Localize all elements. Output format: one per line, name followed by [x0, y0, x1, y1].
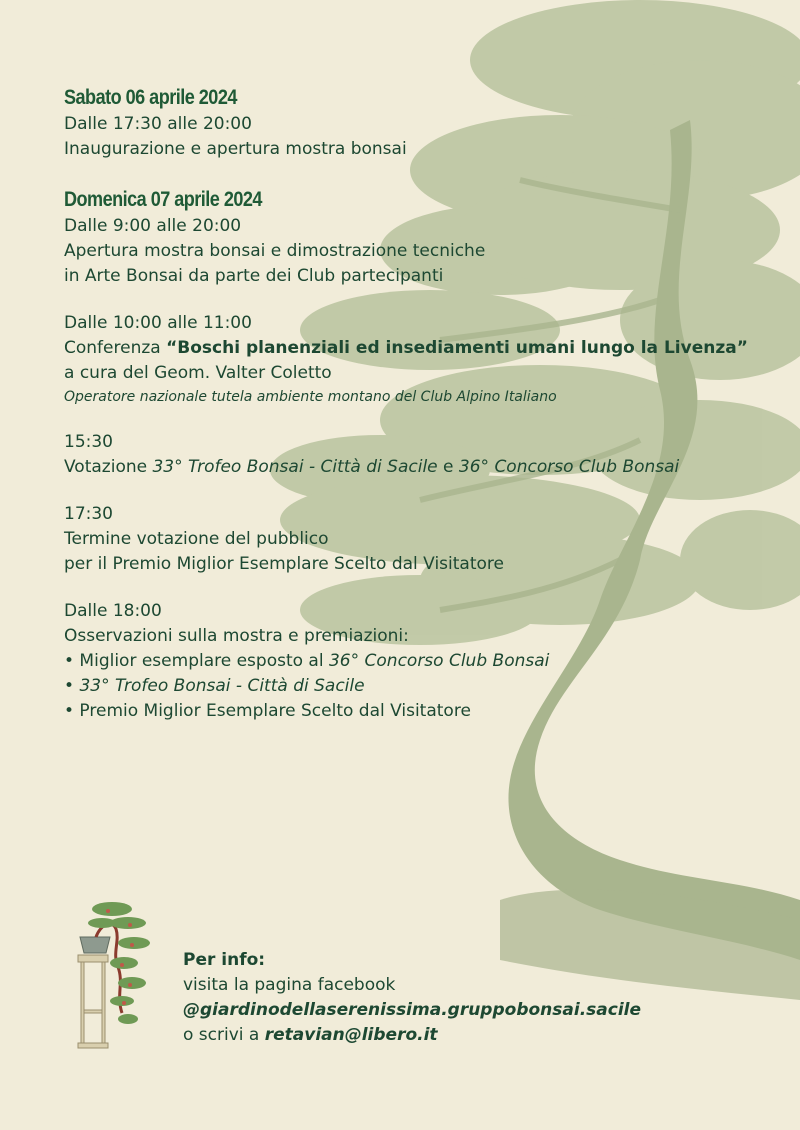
- schedule: [64, 84, 754, 724]
- voting-prefix: Votazione: [64, 457, 153, 477]
- event4-line1: Termine votazione del pubblico: [64, 529, 329, 549]
- email-prefix: o scrivi a: [183, 1025, 265, 1045]
- day2-title: Domenica 07 aprile 2024: [64, 188, 262, 211]
- event2-conference: [64, 336, 754, 361]
- voting-and: e: [437, 457, 459, 477]
- award2-bullet: •: [64, 676, 80, 696]
- event4-time: 17:30: [64, 504, 113, 524]
- bonsai-stand-icon: [72, 895, 162, 1050]
- email-link[interactable]: retavian@libero.it: [264, 1025, 438, 1045]
- concorso-name: 36° Concorso Club Bonsai: [458, 457, 680, 477]
- event3-desc: [64, 455, 754, 480]
- event2-speaker: a cura del Geom. Valter Coletto: [64, 363, 332, 383]
- event2-speaker-role: Operatore nazionale tutela ambiente montano del Club Alpino Italiano: [64, 389, 557, 405]
- event1-time: Dalle 9:00 alle 20:00: [64, 216, 242, 236]
- event1-line1: Apertura mostra bonsai e dimostrazione tecniche: [64, 241, 486, 261]
- conference-prefix: Conferenza: [64, 338, 167, 358]
- conference-title: “Boschi planenziali ed insediamenti umani lungo la Livenza”: [166, 338, 748, 358]
- event3-time: 15:30: [64, 432, 113, 452]
- event5-line1: Osservazioni sulla mostra e premiazioni:: [64, 626, 409, 646]
- award-bullet-1: [64, 649, 754, 674]
- day1-title: Sabato 06 aprile 2024: [64, 86, 237, 109]
- event5-time: Dalle 18:00: [64, 601, 162, 621]
- award-bullet-2: [64, 674, 754, 699]
- info-email-line: [183, 1023, 641, 1048]
- award1-prefix: • Miglior esemplare esposto al: [64, 651, 329, 671]
- trofeo-name: 33° Trofeo Bonsai - Città di Sacile: [152, 457, 438, 477]
- facebook-page-link[interactable]: @giardinodellaserenissima.gruppobonsai.sacile: [183, 1000, 642, 1020]
- day1-time: Dalle 17:30 alle 20:00: [64, 114, 252, 134]
- event4-line2: per il Premio Miglior Esemplare Scelto dal Visitatore: [64, 554, 504, 574]
- event1-line2: in Arte Bonsai da parte dei Club partecipanti: [64, 266, 444, 286]
- info-title: Per info:: [183, 950, 266, 970]
- award2-italic: 33° Trofeo Bonsai - Città di Sacile: [79, 676, 365, 696]
- day1-desc: Inaugurazione e apertura mostra bonsai: [64, 139, 407, 159]
- event2-time: Dalle 10:00 alle 11:00: [64, 313, 252, 333]
- info-block: [183, 948, 641, 1048]
- award-bullet-3: • Premio Miglior Esemplare Scelto dal Visitatore: [64, 701, 471, 721]
- info-facebook-label: visita la pagina facebook: [183, 975, 396, 995]
- award1-italic: 36° Concorso Club Bonsai: [328, 651, 550, 671]
